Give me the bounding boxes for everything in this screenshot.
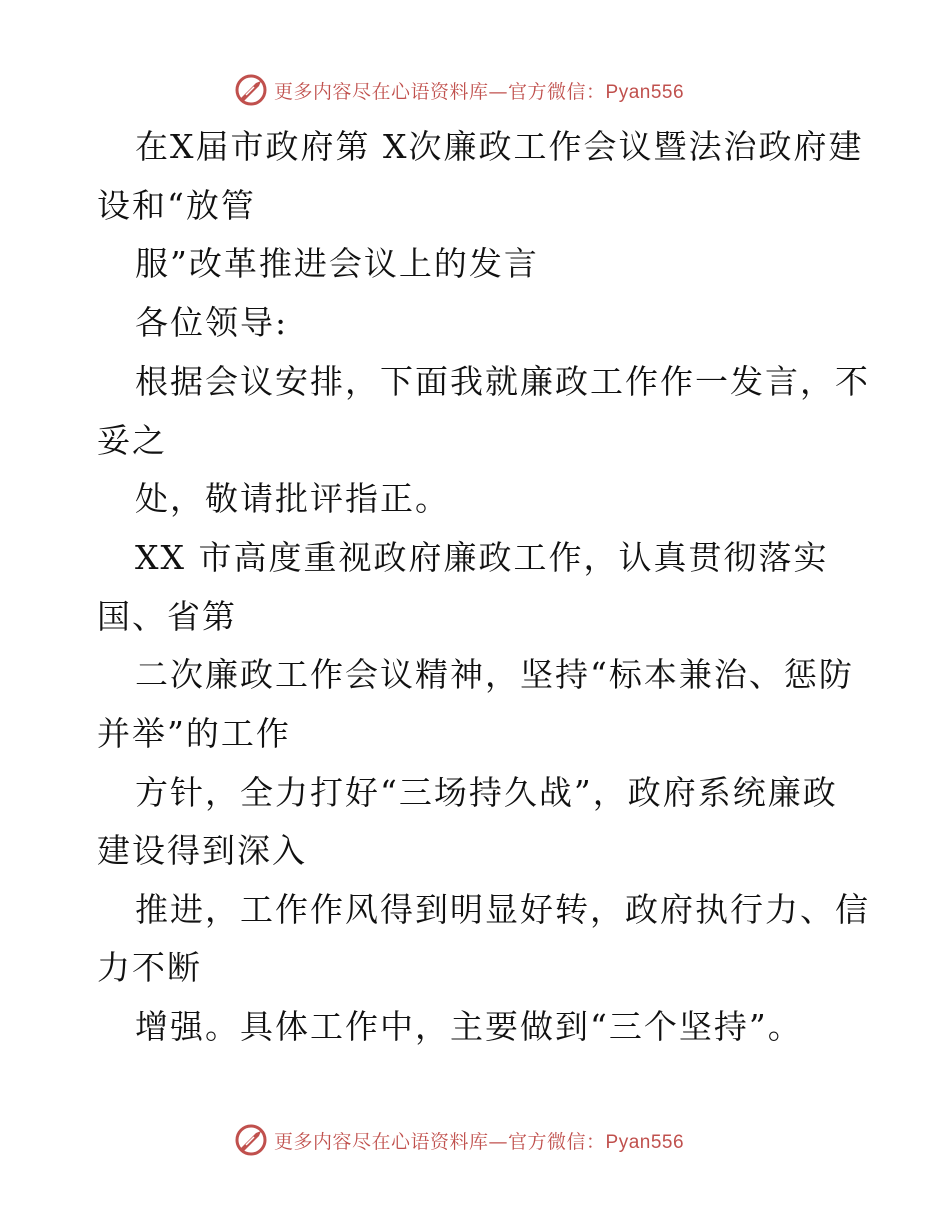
paragraph-line: 处，敬请批评指正。: [135, 479, 450, 518]
paragraph-line: 力不断: [97, 948, 202, 987]
quill-pen-logo-icon: [234, 1123, 268, 1157]
footer-watermark: [234, 1120, 684, 1160]
paragraph-line: 二次廉政工作会议精神，坚持“标本兼治、惩防: [135, 655, 854, 694]
title-line-2: 设和“放管: [97, 186, 256, 225]
quill-pen-logo-icon: [234, 73, 268, 107]
paragraph-line: 方针，全力打好“三场持久战”，政府系统廉政: [135, 773, 838, 812]
header-watermark: [234, 70, 684, 110]
paragraph-line: 推进，工作作风得到明显好转，政府执行力、信: [135, 890, 870, 929]
salutation-line: 各位领导:: [135, 303, 289, 342]
paragraph-line: 国、省第: [97, 597, 237, 636]
paragraph-line: 妥之: [97, 421, 167, 460]
title-line-1: 在X届市政府第 X次廉政工作会议暨法治政府建: [135, 127, 864, 166]
title-line-3: 服”改革推进会议上的发言: [135, 244, 539, 283]
watermark-wechat-id: Pyan556: [605, 81, 685, 103]
watermark-text: [274, 1127, 684, 1154]
watermark-label: 更多内容尽在心语资料库—官方微信：: [274, 1130, 606, 1153]
paragraph-line: 并举”的工作: [97, 714, 291, 753]
paragraph-line: 增强。具体工作中，主要做到“三个坚持”。: [135, 1007, 803, 1046]
paragraph-line: 建设得到深入: [97, 831, 307, 870]
paragraph-line: 根据会议安排，下面我就廉政工作作一发言，不: [135, 362, 870, 401]
watermark-text: [274, 77, 684, 104]
paragraph-line: XX 市高度重视政府廉政工作，认真贯彻落实: [135, 538, 829, 577]
watermark-wechat-id: Pyan556: [605, 1131, 685, 1153]
watermark-label: 更多内容尽在心语资料库—官方微信：: [274, 80, 606, 103]
